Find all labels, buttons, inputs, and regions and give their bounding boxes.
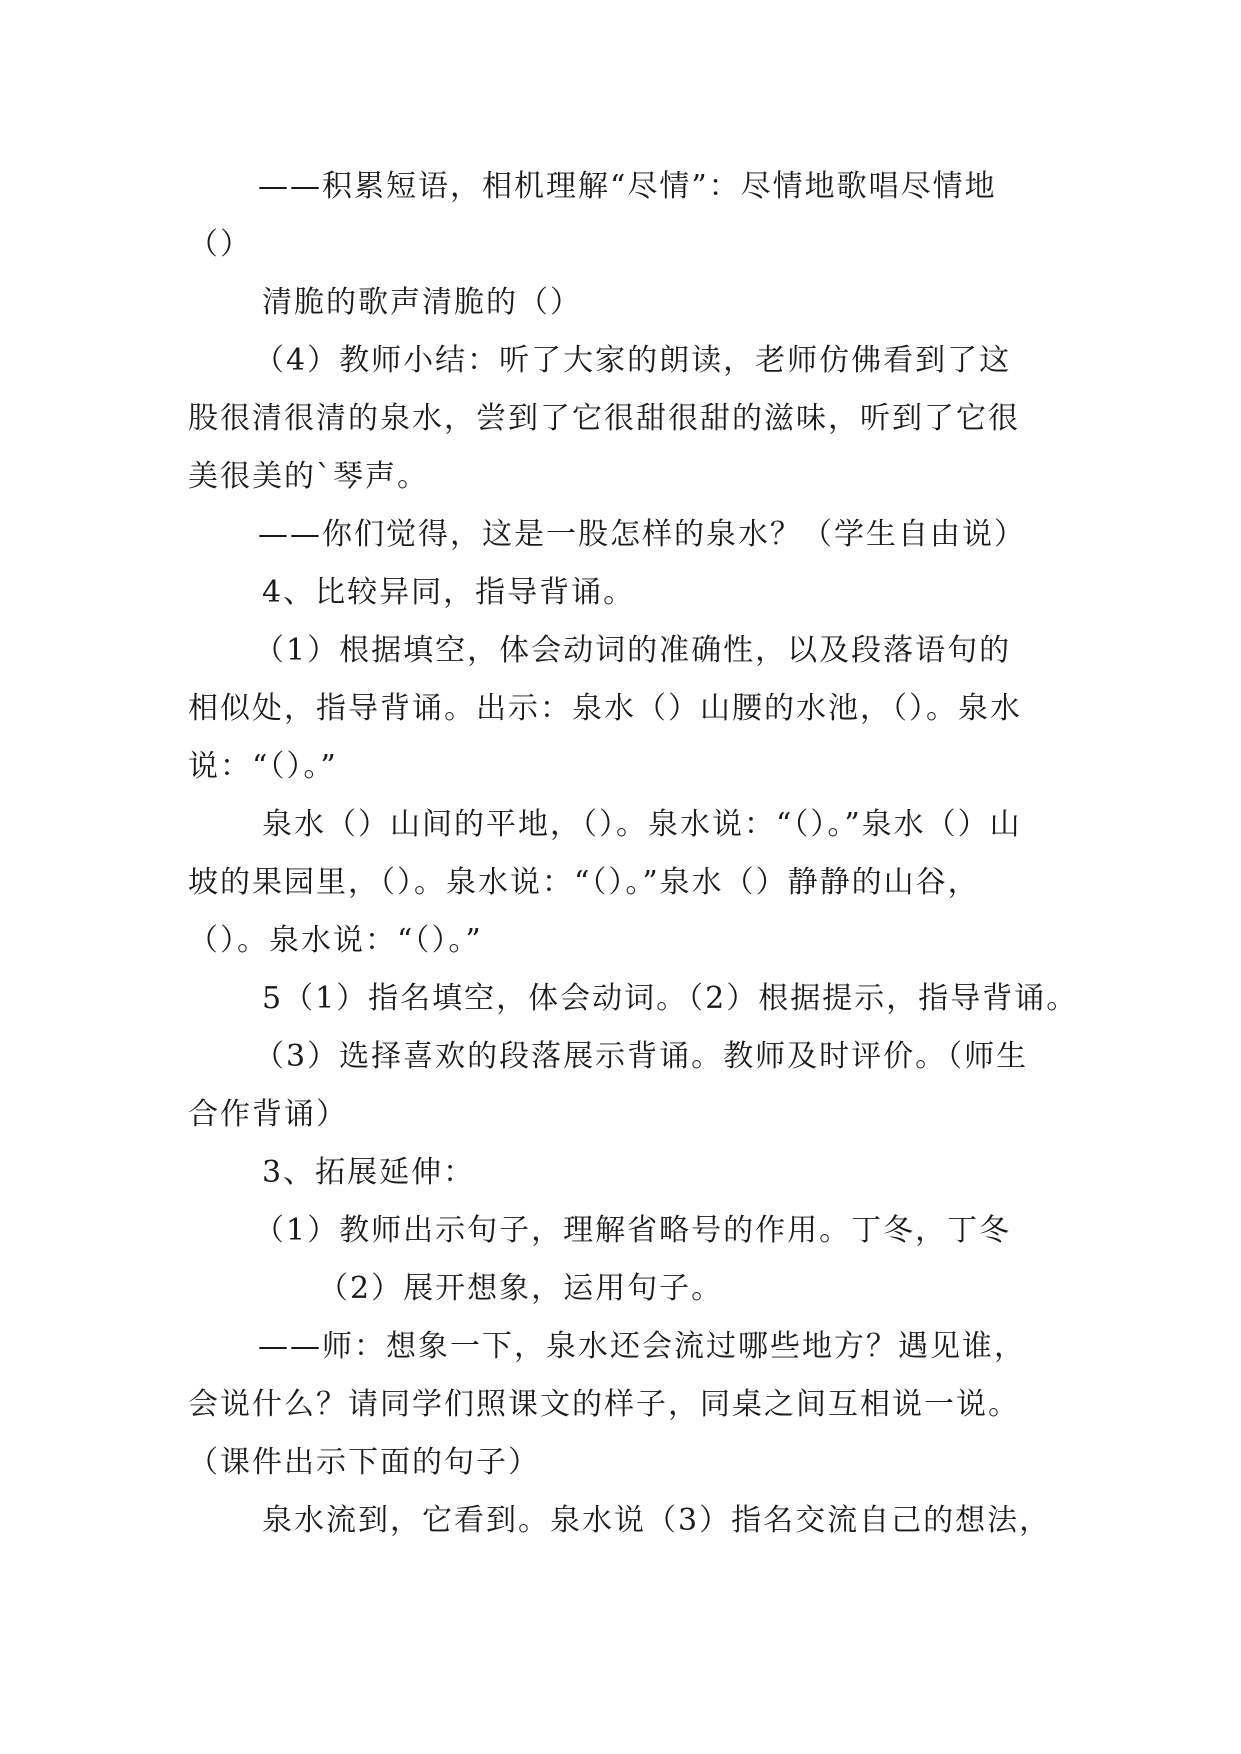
text-line: 泉水（）山间的平地，（）。泉水说：“（）。”泉水（）山 [262, 807, 1022, 842]
text-line: 会说什么？请同学们照课文的样子，同桌之间互相说一说。 [188, 1387, 1020, 1422]
text-line: （课件出示下面的句子） [188, 1445, 540, 1480]
text-line: 泉水流到，它看到。泉水说（3）指名交流自己的想法， [262, 1503, 1052, 1538]
document-body [188, 158, 1079, 1550]
text-line: （4）教师小结：听了大家的朗读，老师仿佛看到了这 [254, 343, 1012, 378]
text-line: 坡的果园里，（）。泉水说：“（）。”泉水（）静静的山谷， [188, 865, 980, 900]
text-line: 3、拓展延伸： [262, 1155, 476, 1190]
text-line: ——你们觉得，这是一股怎样的泉水？（学生自由说） [258, 517, 1026, 552]
text-line: （） [188, 227, 252, 262]
text-line: （3）选择喜欢的段落展示背诵。教师及时评价。（师生 [254, 1039, 1029, 1074]
text-line: （1）根据填空，体会动词的准确性，以及段落语句的 [254, 633, 1012, 668]
text-line: 清脆的歌声清脆的（） [262, 285, 582, 320]
text-line: 5（1）指名填空，体会动词。（2）根据提示，指导背诵。 [262, 981, 1079, 1016]
text-line: （）。泉水说：“（）。” [188, 923, 483, 958]
text-line: ——师：想象一下，泉水还会流过哪些地方？遇见谁， [258, 1329, 1026, 1364]
text-line: （2）展开想象，运用句子。 [318, 1271, 724, 1306]
text-line: ——积累短语，相机理解“尽情”：尽情地歌唱尽情地 [258, 169, 997, 204]
text-line: 相似处，指导背诵。出示：泉水（）山腰的水池，（）。泉水 [188, 691, 1022, 726]
text-line: 4、比较异同，指导背诵。 [262, 575, 636, 610]
text-line: 股很清很清的泉水，尝到了它很甜很甜的滋味，听到了它很 [188, 401, 1020, 436]
text-line: 说：“（）。” [188, 749, 338, 784]
text-line: （1）教师出示句子，理解省略号的作用。丁冬，丁冬 [254, 1213, 1012, 1248]
text-line: 合作背诵） [188, 1097, 348, 1132]
text-line: 美很美的`琴声。 [188, 459, 429, 494]
